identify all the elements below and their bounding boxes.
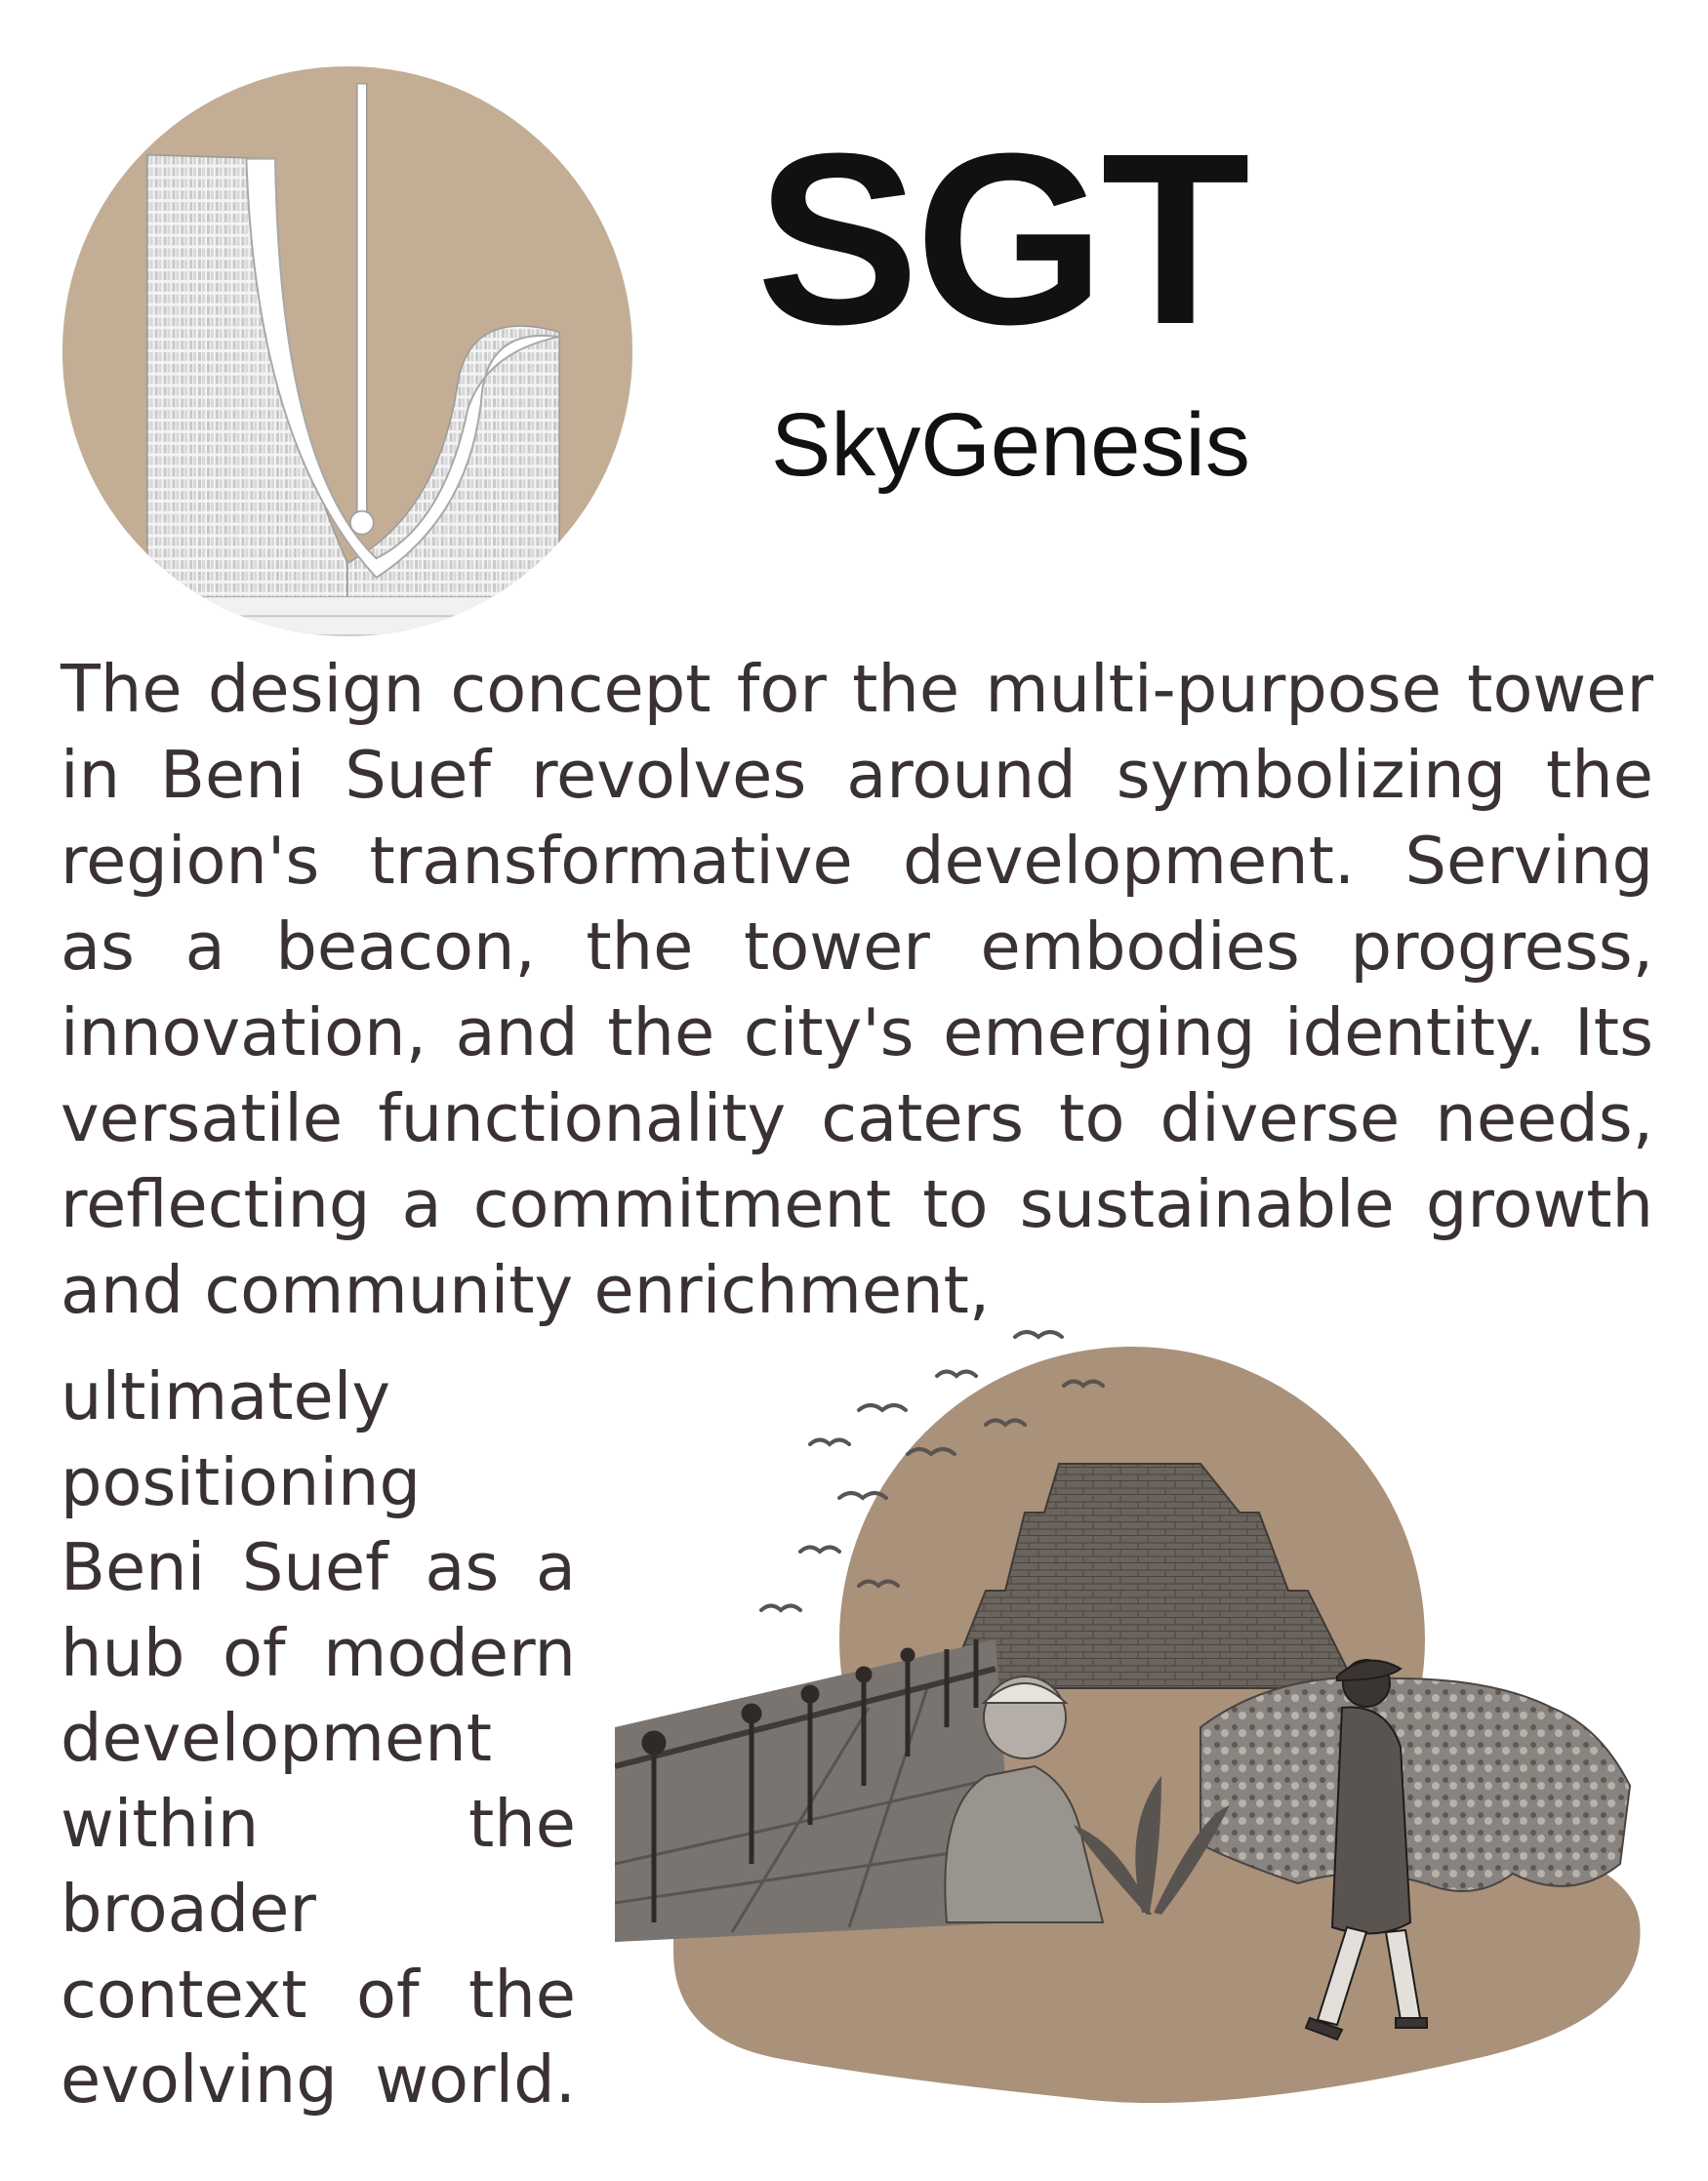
- beni-suef-collage: [615, 1317, 1649, 2127]
- text-line: broader: [61, 1871, 316, 1947]
- text-line: development: [61, 1700, 492, 1776]
- logo-spire: [357, 84, 367, 517]
- text-line: positioning: [61, 1443, 421, 1520]
- text-line: hub of modern: [61, 1614, 576, 1691]
- rock-formation: [1200, 1677, 1630, 1891]
- tower-logo: [59, 62, 636, 640]
- text-line: context of the: [61, 1956, 576, 2033]
- text-line: evolving world.: [61, 2041, 576, 2118]
- concept-paragraph: The design concept for the multi-purpose tower in Beni Suef revolves around symbolizing the region's transformative development. Serving as a beacon, the tower embodies progress, innovation, and the city's emerging identity. Its versatile functionality caters to diverse needs, reflecting a commitment to sustainable growth and community enrichment,: [61, 651, 1653, 1328]
- page-subtitle: SkyGenesis: [771, 395, 1250, 495]
- text-line: ultimately: [61, 1358, 391, 1434]
- text-line: within the: [61, 1785, 576, 1862]
- continuation-text: [61, 1354, 576, 2123]
- page-title: SGT: [756, 102, 1246, 375]
- text-line: Beni Suef as a: [61, 1529, 576, 1605]
